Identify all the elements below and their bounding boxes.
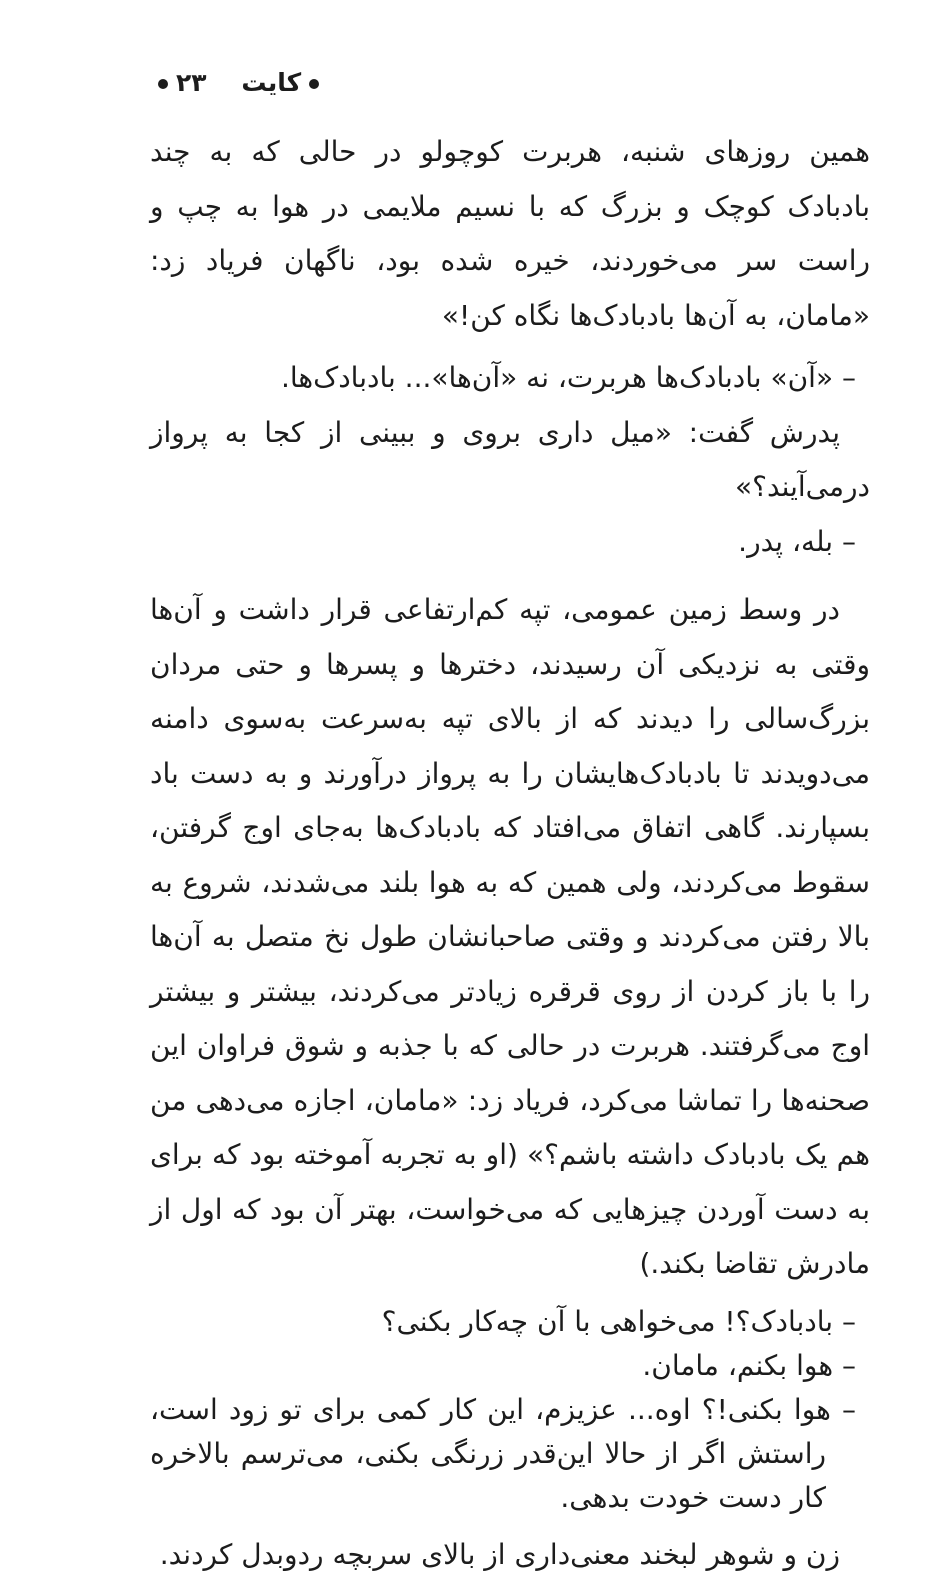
dialog-line: – هوا بکنی!؟ اوه... عزیزم، این کار کمی برای تو زود است، راستش اگر از حالا این‌قدر زرنگی بکنی، می‌ترسم بالاخره کار دست خودت بدهی. <box>150 1388 870 1520</box>
bullet-icon <box>158 79 168 89</box>
page-number: ۲۳ <box>176 68 207 97</box>
dialog-line: – بادبادک؟! می‌خواهی با آن چه‌کار بکنی؟ <box>150 1300 870 1344</box>
dialog-line: – بله، پدر. <box>150 515 870 570</box>
page-header <box>150 60 870 110</box>
dialog-line: – «آن» بادبادک‌ها هربرت، نه «آن‌ها»... بادبادک‌ها. <box>150 351 870 406</box>
page-body <box>150 125 870 1582</box>
paragraph: زن و شوهر لبخند معنی‌داری از بالای سربچه ردوبدل کردند. <box>150 1528 870 1582</box>
paragraph: در وسط زمین عمومی، تپه کم‌ارتفاعی قرار داشت و آن‌ها وقتی به نزدیکی آن رسیدند، دخترها و پسرها و حتی مردان بزرگ‌سالی را دیدند که از بالای تپه به‌سرعت به‌سوی دامنه می‌دویدند تا بادبادک‌هایشان را به پرواز درآورند و به دست باد بسپارند. گاهی اتفاق می‌افتاد که بادبادک‌ها به‌جای اوج گرفتن، سقوط می‌کردند، ولی همین که به هوا بلند می‌شدند، شروع به بالا رفتن می‌کردند و وقتی صاحبانشان طول نخ متصل به آن‌ها را با باز کردن از روی قرقره زیادتر می‌کردند، بیشتر و بیشتر اوج می‌گرفتند. هربرت در حالی که با جذبه و شوق فراوان این صحنه‌ها را تماشا می‌کرد، فریاد زد: «مامان، اجازه می‌دهی من هم یک بادبادک داشته باشم؟» (او به تجربه آموخته بود که برای به دست آوردن چیزهایی که می‌خواست، بهتر آن بود که اول از مادرش تقاضا بکند.) <box>150 583 870 1292</box>
paragraph: همین روزهای شنبه، هربرت کوچولو در حالی که به چند بادبادک کوچک و بزرگ که با نسیم ملایمی در هوا به چپ و راست سر می‌خوردند، خیره شده بود، ناگهان فریاد زد: «مامان، به آن‌ها بادبادک‌ها نگاه کن!» <box>150 125 870 343</box>
bullet-icon <box>309 79 319 89</box>
dialog-line: – هوا بکنم، مامان. <box>150 1344 870 1388</box>
paragraph: پدرش گفت: «میل داری بروی و ببینی از کجا به پرواز درمی‌آیند؟» <box>150 406 870 515</box>
running-header <box>150 68 327 97</box>
chapter-title: کایت <box>241 68 301 97</box>
